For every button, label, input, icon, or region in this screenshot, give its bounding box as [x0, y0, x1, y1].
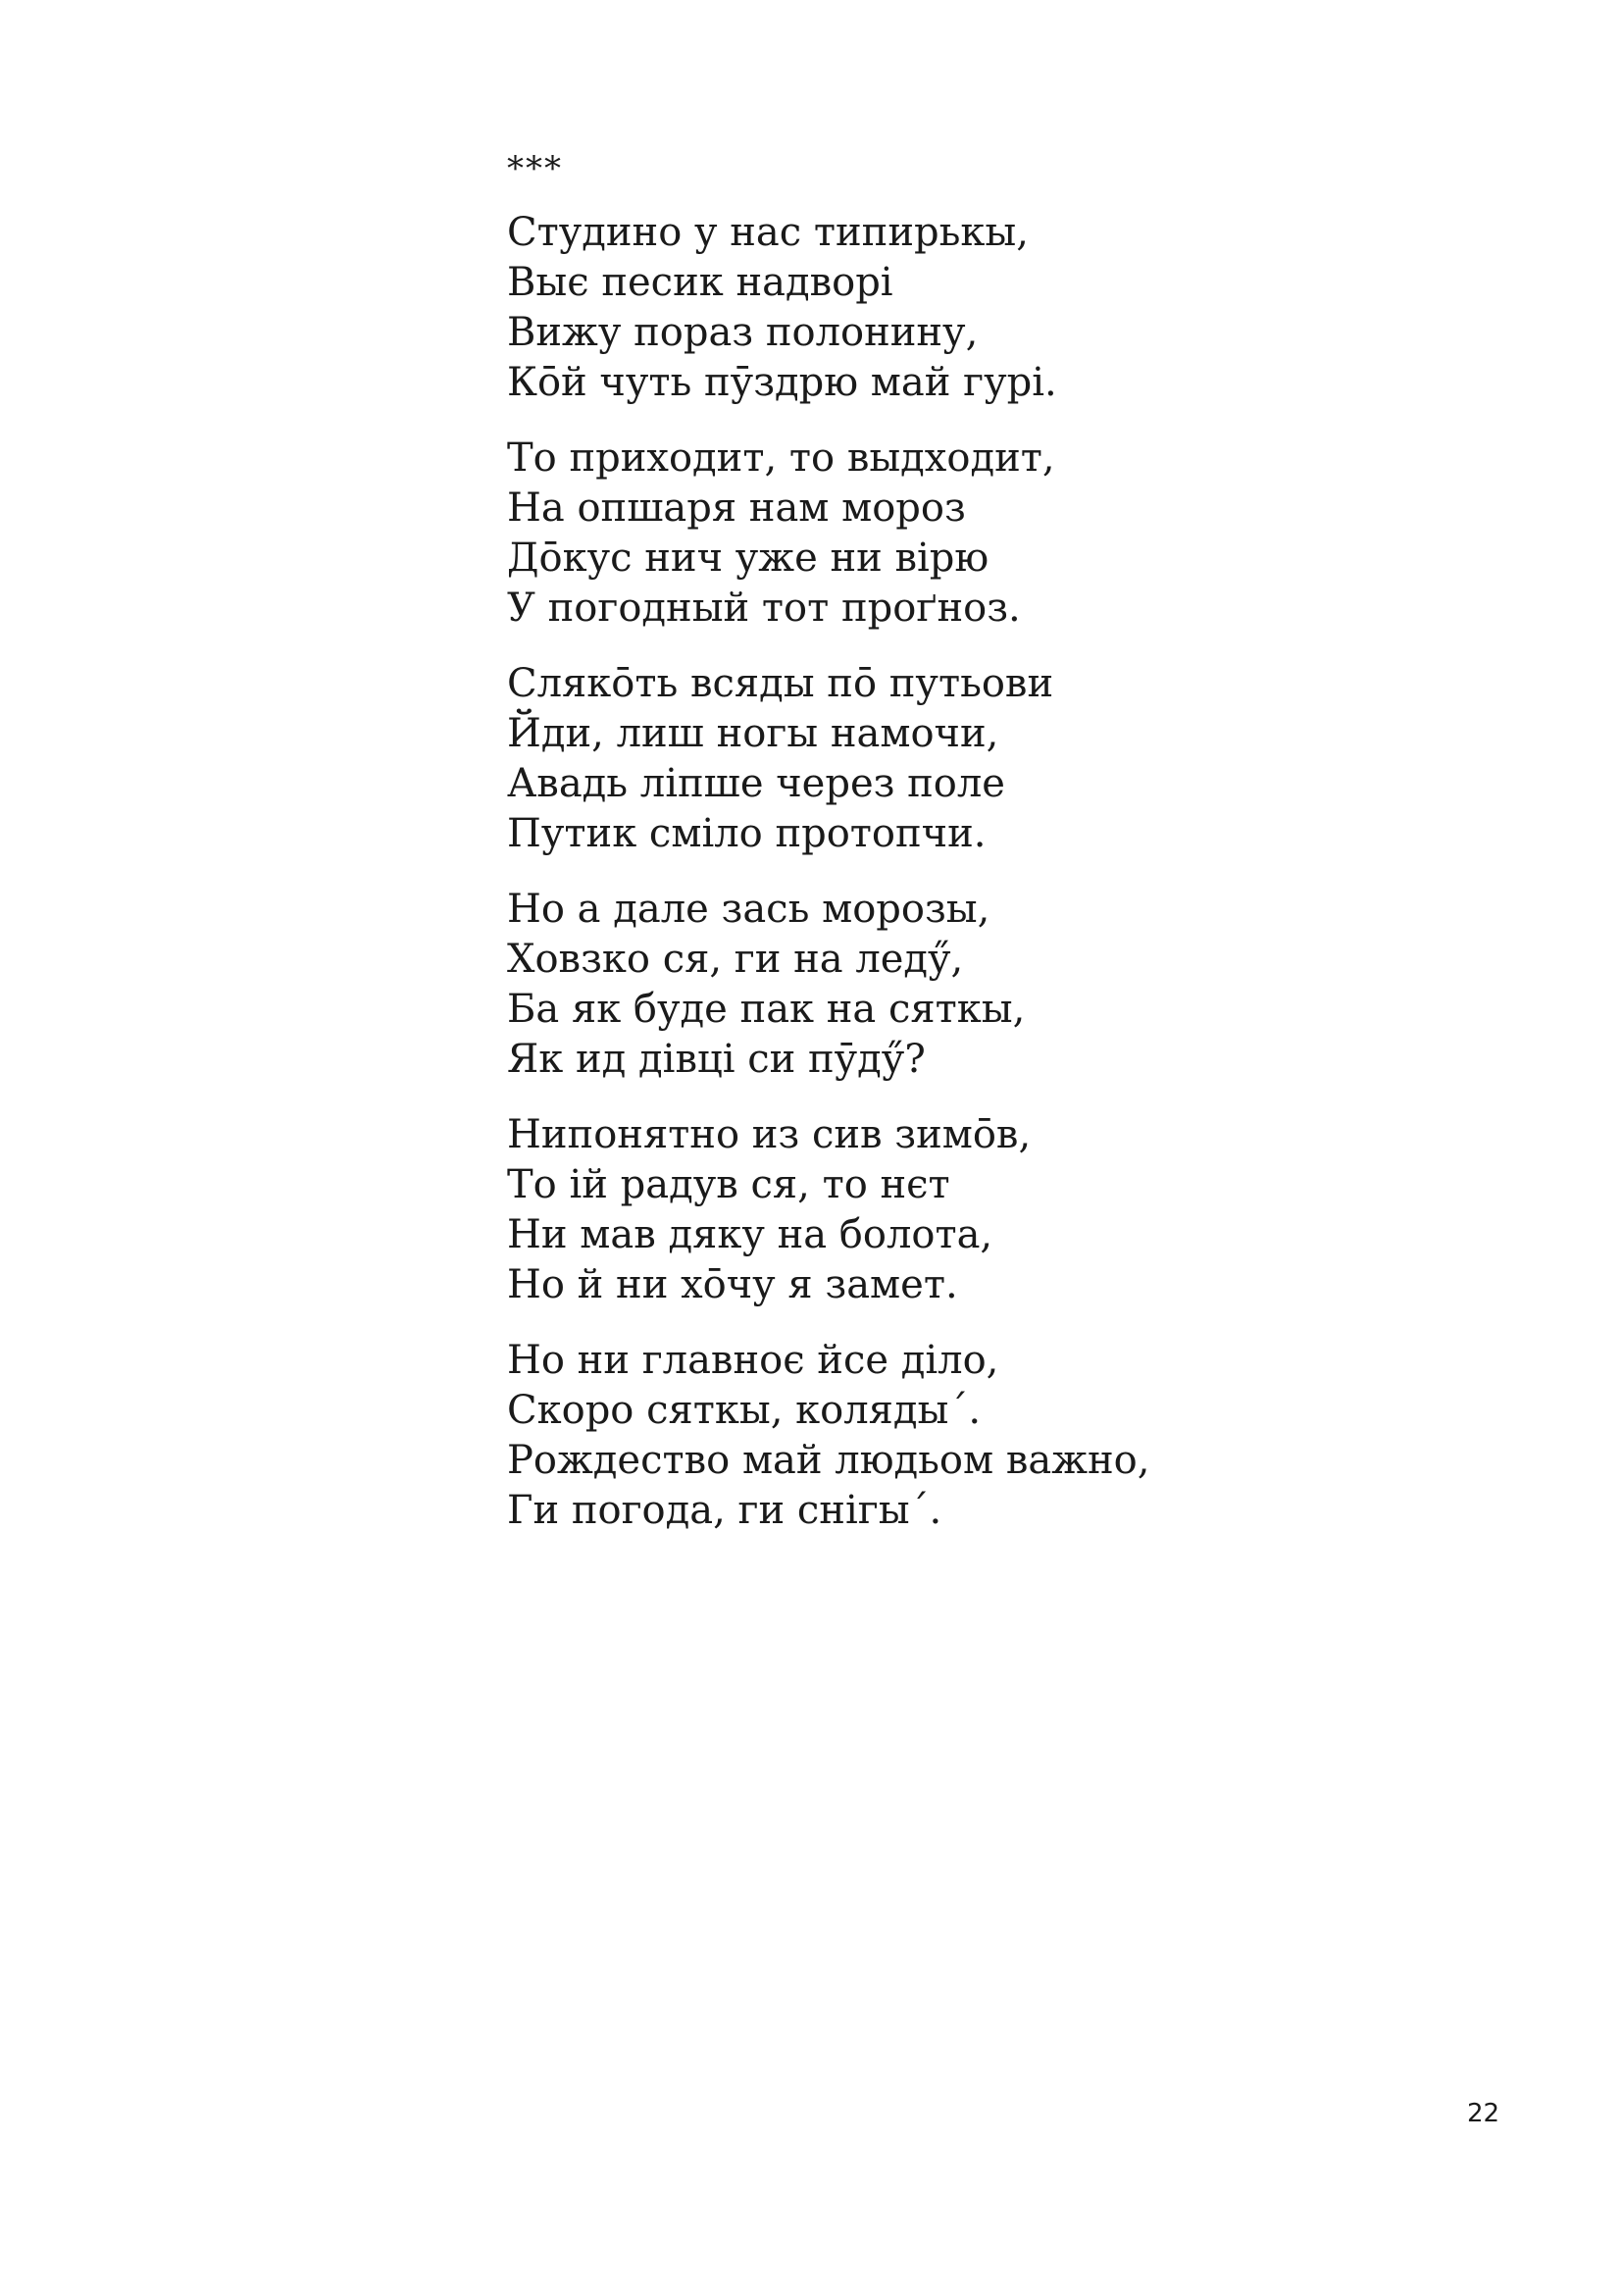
poem-line: Слякōть всяды пō путьови	[507, 661, 1054, 706]
stanza-6	[507, 1336, 1390, 1536]
poem-line: Выє песик надворі	[507, 260, 893, 305]
poem-line: Як ид дівці си пӯдӳ?	[507, 1037, 926, 1082]
poem-line: Йди, лиш ногы намочи,	[507, 711, 999, 756]
poem-line: Путик сміло протопчи.	[507, 811, 987, 856]
stanza-5	[507, 1110, 1390, 1310]
section-separator: ***	[507, 149, 563, 188]
poem-line: Авадь ліпше через поле	[507, 761, 1005, 806]
poem-line: Рождество май людьом важно,	[507, 1438, 1150, 1483]
poem-line: Дōкус нич уже ни вірю	[507, 536, 989, 581]
poem-line: На опшаря нам мороз	[507, 485, 966, 531]
poem-line: Но й ни хōчу я замет.	[507, 1262, 958, 1307]
poem-line: Но ни главноє йсе діло,	[507, 1338, 999, 1383]
page-number: 22	[1467, 2099, 1500, 2128]
poem-line: Ги погода, ги снігыˊ.	[507, 1488, 942, 1533]
poem-line: То приходит, то выдходит,	[507, 435, 1055, 481]
poem-line: Но а дале зась морозы,	[507, 887, 990, 932]
stanza-4	[507, 885, 1390, 1085]
poem-line: Ни мав дяку на болота,	[507, 1212, 993, 1257]
poem-line: Ба як буде пак на сяткы,	[507, 987, 1026, 1032]
poem-line: Ховзко ся, ги на ледӳ,	[507, 937, 964, 982]
poem-line: У погодный тот проґноз.	[507, 586, 1021, 631]
poem-line: То ій радув ся, то нєт	[507, 1162, 950, 1207]
stanza-1	[507, 208, 1390, 408]
poem-line: Вижу пораз полонину,	[507, 310, 979, 355]
stanza-3	[507, 659, 1390, 859]
poem-line: Нипонятно из сив зимōв,	[507, 1112, 1032, 1157]
poem	[507, 149, 1390, 1561]
poem-line: Кōй чуть пӯздрю май гурі.	[507, 360, 1057, 405]
poem-line: Студино у нас типирькы,	[507, 210, 1029, 255]
poem-line: Скоро сяткы, колядыˊ.	[507, 1388, 982, 1433]
stanza-2	[507, 434, 1390, 634]
